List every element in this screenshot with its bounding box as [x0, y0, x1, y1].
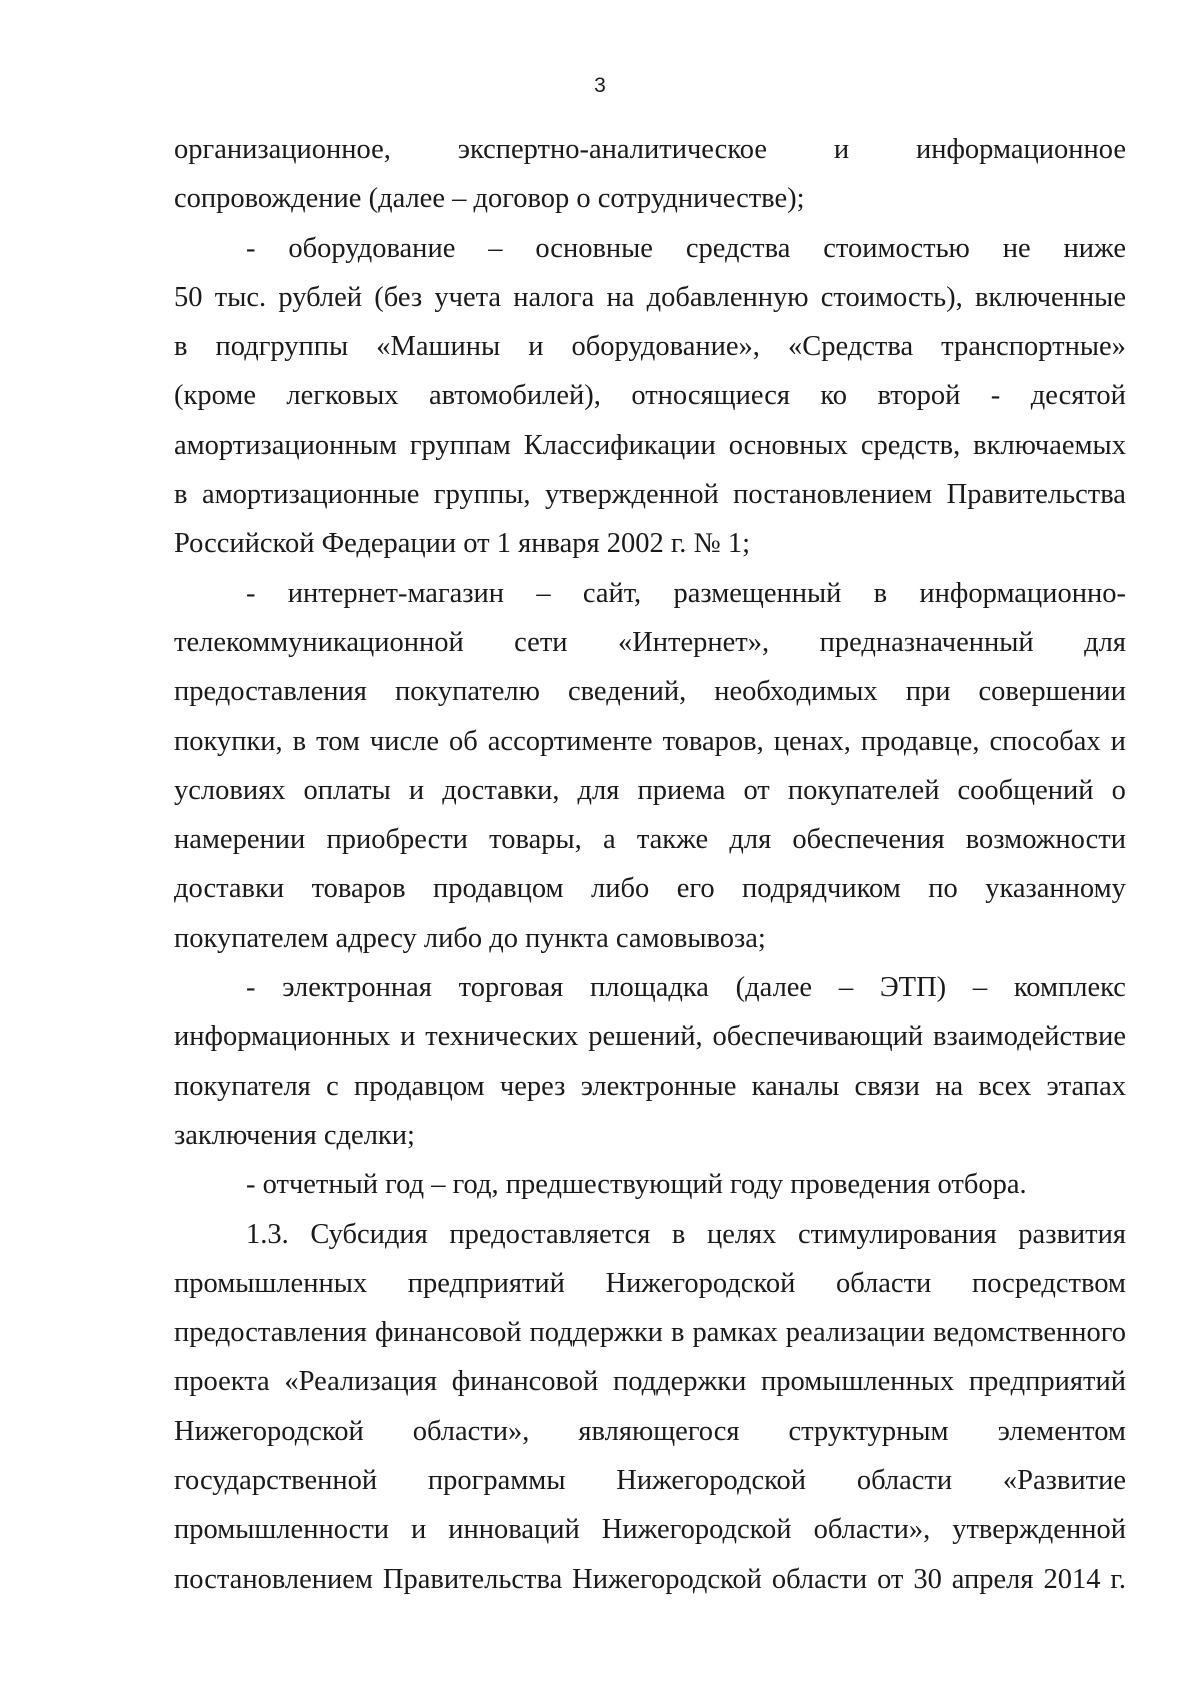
- text-line: [174, 1308, 1126, 1357]
- word: автомобилей),: [428, 380, 601, 412]
- word: информационно-: [919, 577, 1126, 609]
- word: Правительства: [946, 479, 1126, 511]
- word: решений,: [588, 1021, 703, 1053]
- word: поддержки: [529, 1317, 663, 1349]
- word: при: [905, 676, 951, 708]
- word: -: [246, 972, 256, 1004]
- word: телекоммуникационной: [174, 626, 464, 658]
- text-line: [174, 1357, 1126, 1406]
- word: покупки,: [174, 725, 283, 757]
- word: стоимостью: [823, 232, 970, 264]
- word: тыс.: [214, 281, 267, 313]
- word: группам: [409, 429, 511, 461]
- word: всех: [978, 1070, 1032, 1102]
- word: и: [1110, 725, 1126, 757]
- word: покупателей: [787, 774, 940, 806]
- text-line: [174, 1456, 1126, 1505]
- word: комплекс: [1013, 972, 1126, 1004]
- word: а: [602, 824, 616, 856]
- word: стимулирования: [798, 1218, 997, 1250]
- word: оплаты: [303, 774, 391, 806]
- word: относящиеся: [631, 380, 790, 412]
- text-line: [174, 569, 1126, 618]
- word: (далее: [735, 972, 813, 1004]
- word: по: [928, 873, 958, 905]
- text-line: [174, 273, 1126, 322]
- word: области»,: [412, 1415, 530, 1447]
- word: целях: [706, 1218, 777, 1250]
- word: промышленности: [174, 1514, 390, 1546]
- word: способах: [989, 725, 1101, 757]
- word: ЭТП): [879, 972, 947, 1004]
- word: с: [326, 1070, 339, 1102]
- word: ценах,: [773, 725, 851, 757]
- word: указанному: [985, 873, 1126, 905]
- word: постановлением: [174, 1563, 373, 1595]
- word: 2014: [1043, 1563, 1101, 1595]
- word: том: [316, 725, 360, 757]
- word: экспертно-аналитическое: [457, 134, 767, 165]
- text-line: [174, 864, 1126, 913]
- text-line: [174, 1555, 1126, 1604]
- word: Правительства: [382, 1563, 563, 1595]
- word: рублей: [278, 281, 363, 313]
- text-line: [174, 1407, 1126, 1456]
- word: площадка: [590, 972, 709, 1004]
- word: в: [292, 725, 307, 757]
- word: –: [838, 972, 854, 1004]
- word: сети: [514, 626, 568, 658]
- word: торговая: [458, 972, 564, 1004]
- word: (без: [374, 281, 423, 313]
- word: совершении: [978, 676, 1126, 708]
- word: покупателя: [174, 1070, 311, 1102]
- word: товаров: [311, 873, 406, 905]
- word: каналы: [751, 1070, 840, 1102]
- word: «Интернет»,: [617, 626, 770, 658]
- word: для: [577, 774, 620, 806]
- word: и: [411, 1514, 427, 1546]
- word: для: [729, 824, 772, 856]
- word: также: [636, 824, 709, 856]
- text-line: покупателем адресу либо до пункта самовывоза;: [174, 922, 766, 954]
- text-line: [174, 1259, 1126, 1308]
- word: 1.3.: [246, 1218, 289, 1250]
- word: рамках: [692, 1317, 778, 1349]
- word: и: [528, 331, 544, 363]
- word: либо: [591, 873, 650, 905]
- word: о: [1111, 774, 1126, 806]
- word: утвержденной: [544, 479, 719, 511]
- word: транспортные»: [941, 331, 1126, 363]
- word: основные: [535, 232, 653, 264]
- word: Нижегородской: [601, 1514, 792, 1546]
- word: десятой: [1030, 380, 1126, 412]
- word: средства: [685, 232, 791, 264]
- word: доставки: [174, 873, 285, 905]
- word: организационное,: [174, 134, 391, 165]
- word: его: [676, 873, 715, 905]
- word: приобрести: [326, 824, 468, 856]
- word: второй: [877, 380, 961, 412]
- word: оборудование»,: [571, 331, 760, 363]
- word: поддержки: [612, 1366, 747, 1398]
- word: сообщений: [957, 774, 1094, 806]
- word: товары,: [489, 824, 582, 856]
- word: и: [833, 134, 850, 165]
- word: области: [836, 1267, 932, 1299]
- text-line: [174, 667, 1126, 716]
- word: (кроме: [174, 380, 256, 412]
- word: покупателю: [394, 676, 540, 708]
- word: посредством: [971, 1267, 1126, 1299]
- word: развития: [1018, 1218, 1126, 1250]
- word: связи: [854, 1070, 920, 1102]
- word: «Развитие: [1002, 1465, 1126, 1497]
- text-line: [174, 1210, 1126, 1259]
- word: ассортименте: [487, 725, 653, 757]
- word: оборудование: [288, 232, 456, 264]
- word: 50: [174, 281, 203, 313]
- word: предоставления: [174, 1317, 367, 1349]
- word: информационных: [174, 1021, 391, 1053]
- document-body: [174, 125, 1126, 1604]
- word: -: [990, 380, 1001, 412]
- word: об: [449, 725, 478, 757]
- word: области»,: [813, 1514, 931, 1546]
- word: постановлением: [733, 479, 933, 511]
- word: и: [408, 774, 425, 806]
- text-line: [174, 1012, 1126, 1061]
- word: взаимодействие: [933, 1021, 1126, 1053]
- word: г.: [1110, 1563, 1126, 1595]
- word: в: [174, 479, 188, 511]
- word: ниже: [1063, 232, 1126, 264]
- word: добавленную: [646, 281, 809, 313]
- word: Нижегородской: [605, 1267, 796, 1299]
- text-line: [174, 717, 1126, 766]
- word: Нижегородской: [572, 1563, 762, 1595]
- word: –: [972, 972, 988, 1004]
- word: предоставления: [174, 676, 367, 708]
- word: и: [400, 1021, 416, 1053]
- word: области: [771, 1563, 868, 1595]
- word: продавцом: [433, 873, 564, 905]
- word: предприятий: [968, 1366, 1126, 1398]
- word: реализации: [785, 1317, 926, 1349]
- word: предприятий: [407, 1267, 565, 1299]
- word: промышленных: [174, 1267, 368, 1299]
- word: утвержденной: [952, 1514, 1126, 1546]
- word: финансовой: [451, 1366, 599, 1398]
- word: группы,: [433, 479, 531, 511]
- word: легковых: [286, 380, 399, 412]
- word: обеспечения: [792, 824, 945, 856]
- word: программы: [427, 1465, 566, 1497]
- word: намерении: [174, 824, 306, 856]
- word: информационное: [915, 134, 1126, 165]
- word: в: [873, 577, 888, 609]
- word: не: [1002, 232, 1031, 264]
- text-line: [174, 322, 1126, 371]
- text-line: сопровождение (далее – договор о сотрудничестве);: [174, 183, 805, 215]
- text-line: [174, 766, 1126, 815]
- word: размещенный: [673, 577, 842, 609]
- word: приема: [637, 774, 726, 806]
- text-line: [174, 421, 1126, 470]
- word: амортизационные: [201, 479, 420, 511]
- word: государственной: [174, 1465, 378, 1497]
- word: на: [606, 281, 635, 313]
- word: основных: [728, 429, 848, 461]
- word: структурным: [788, 1415, 949, 1447]
- word: -: [246, 232, 256, 264]
- word: интернет-магазин: [287, 577, 505, 609]
- page-number: 3: [594, 74, 606, 97]
- word: в: [670, 1317, 685, 1349]
- word: этапах: [1046, 1070, 1126, 1102]
- text-line: [174, 618, 1126, 667]
- word: Нижегородской: [616, 1465, 807, 1497]
- word: товаров,: [662, 725, 764, 757]
- word: включенные: [974, 281, 1126, 313]
- word: подгруппы: [215, 331, 349, 363]
- word: для: [1084, 626, 1126, 658]
- word: налога: [513, 281, 595, 313]
- word: 30: [913, 1563, 942, 1595]
- word: предоставляется: [449, 1218, 651, 1250]
- text-line: [174, 125, 1126, 174]
- word: от: [743, 774, 770, 806]
- text-line: [174, 371, 1126, 420]
- word: «Средства: [787, 331, 914, 363]
- word: предназначенный: [819, 626, 1034, 658]
- text-line: заключения сделки;: [174, 1119, 415, 1151]
- word: условиях: [174, 774, 286, 806]
- word: электронная: [282, 972, 432, 1004]
- word: –: [536, 577, 551, 609]
- word: «Реализация: [284, 1366, 438, 1398]
- word: являющегося: [578, 1415, 740, 1447]
- word: на: [935, 1070, 964, 1102]
- word: апреля: [951, 1563, 1034, 1595]
- word: продавце,: [860, 725, 980, 757]
- word: продавцом: [354, 1070, 485, 1102]
- word: необходимых: [714, 676, 878, 708]
- text-line: - отчетный год – год, предшествующий году проведения отбора.: [246, 1169, 1027, 1201]
- word: в: [671, 1218, 686, 1250]
- word: промышленных: [761, 1366, 955, 1398]
- text-line: [174, 1062, 1126, 1111]
- word: технических: [425, 1021, 579, 1053]
- word: «Машины: [376, 331, 501, 363]
- word: доставки,: [442, 774, 560, 806]
- word: числе: [369, 725, 440, 757]
- word: финансовой: [374, 1317, 522, 1349]
- word: -: [246, 577, 256, 609]
- word: ко: [820, 380, 848, 412]
- word: от: [877, 1563, 904, 1595]
- word: сведений,: [567, 676, 687, 708]
- word: средств,: [860, 429, 961, 461]
- word: электронные: [580, 1070, 737, 1102]
- word: области: [856, 1465, 953, 1497]
- word: Субсидия: [310, 1218, 428, 1250]
- word: включаемых: [973, 429, 1126, 461]
- word: ведомственного: [933, 1317, 1126, 1349]
- word: элементом: [997, 1415, 1126, 1447]
- word: амортизационным: [174, 429, 397, 461]
- word: обеспечивающий: [712, 1021, 924, 1053]
- text-line: [174, 470, 1126, 519]
- word: Нижегородской: [174, 1415, 364, 1447]
- word: возможности: [965, 824, 1126, 856]
- word: проекта: [174, 1366, 270, 1398]
- text-line: Российской Федерации от 1 января 2002 г. № 1;: [174, 528, 751, 560]
- text-line: [174, 963, 1126, 1012]
- word: инноваций: [448, 1514, 580, 1546]
- word: учета: [434, 281, 502, 313]
- word: в: [174, 331, 188, 363]
- word: через: [499, 1070, 566, 1102]
- word: стоимость),: [820, 281, 963, 313]
- word: сайт,: [582, 577, 642, 609]
- text-line: [174, 1505, 1126, 1554]
- word: подрядчиком: [742, 873, 901, 905]
- word: –: [488, 232, 503, 264]
- word: Классификации: [523, 429, 716, 461]
- text-line: [174, 815, 1126, 864]
- text-line: [174, 224, 1126, 273]
